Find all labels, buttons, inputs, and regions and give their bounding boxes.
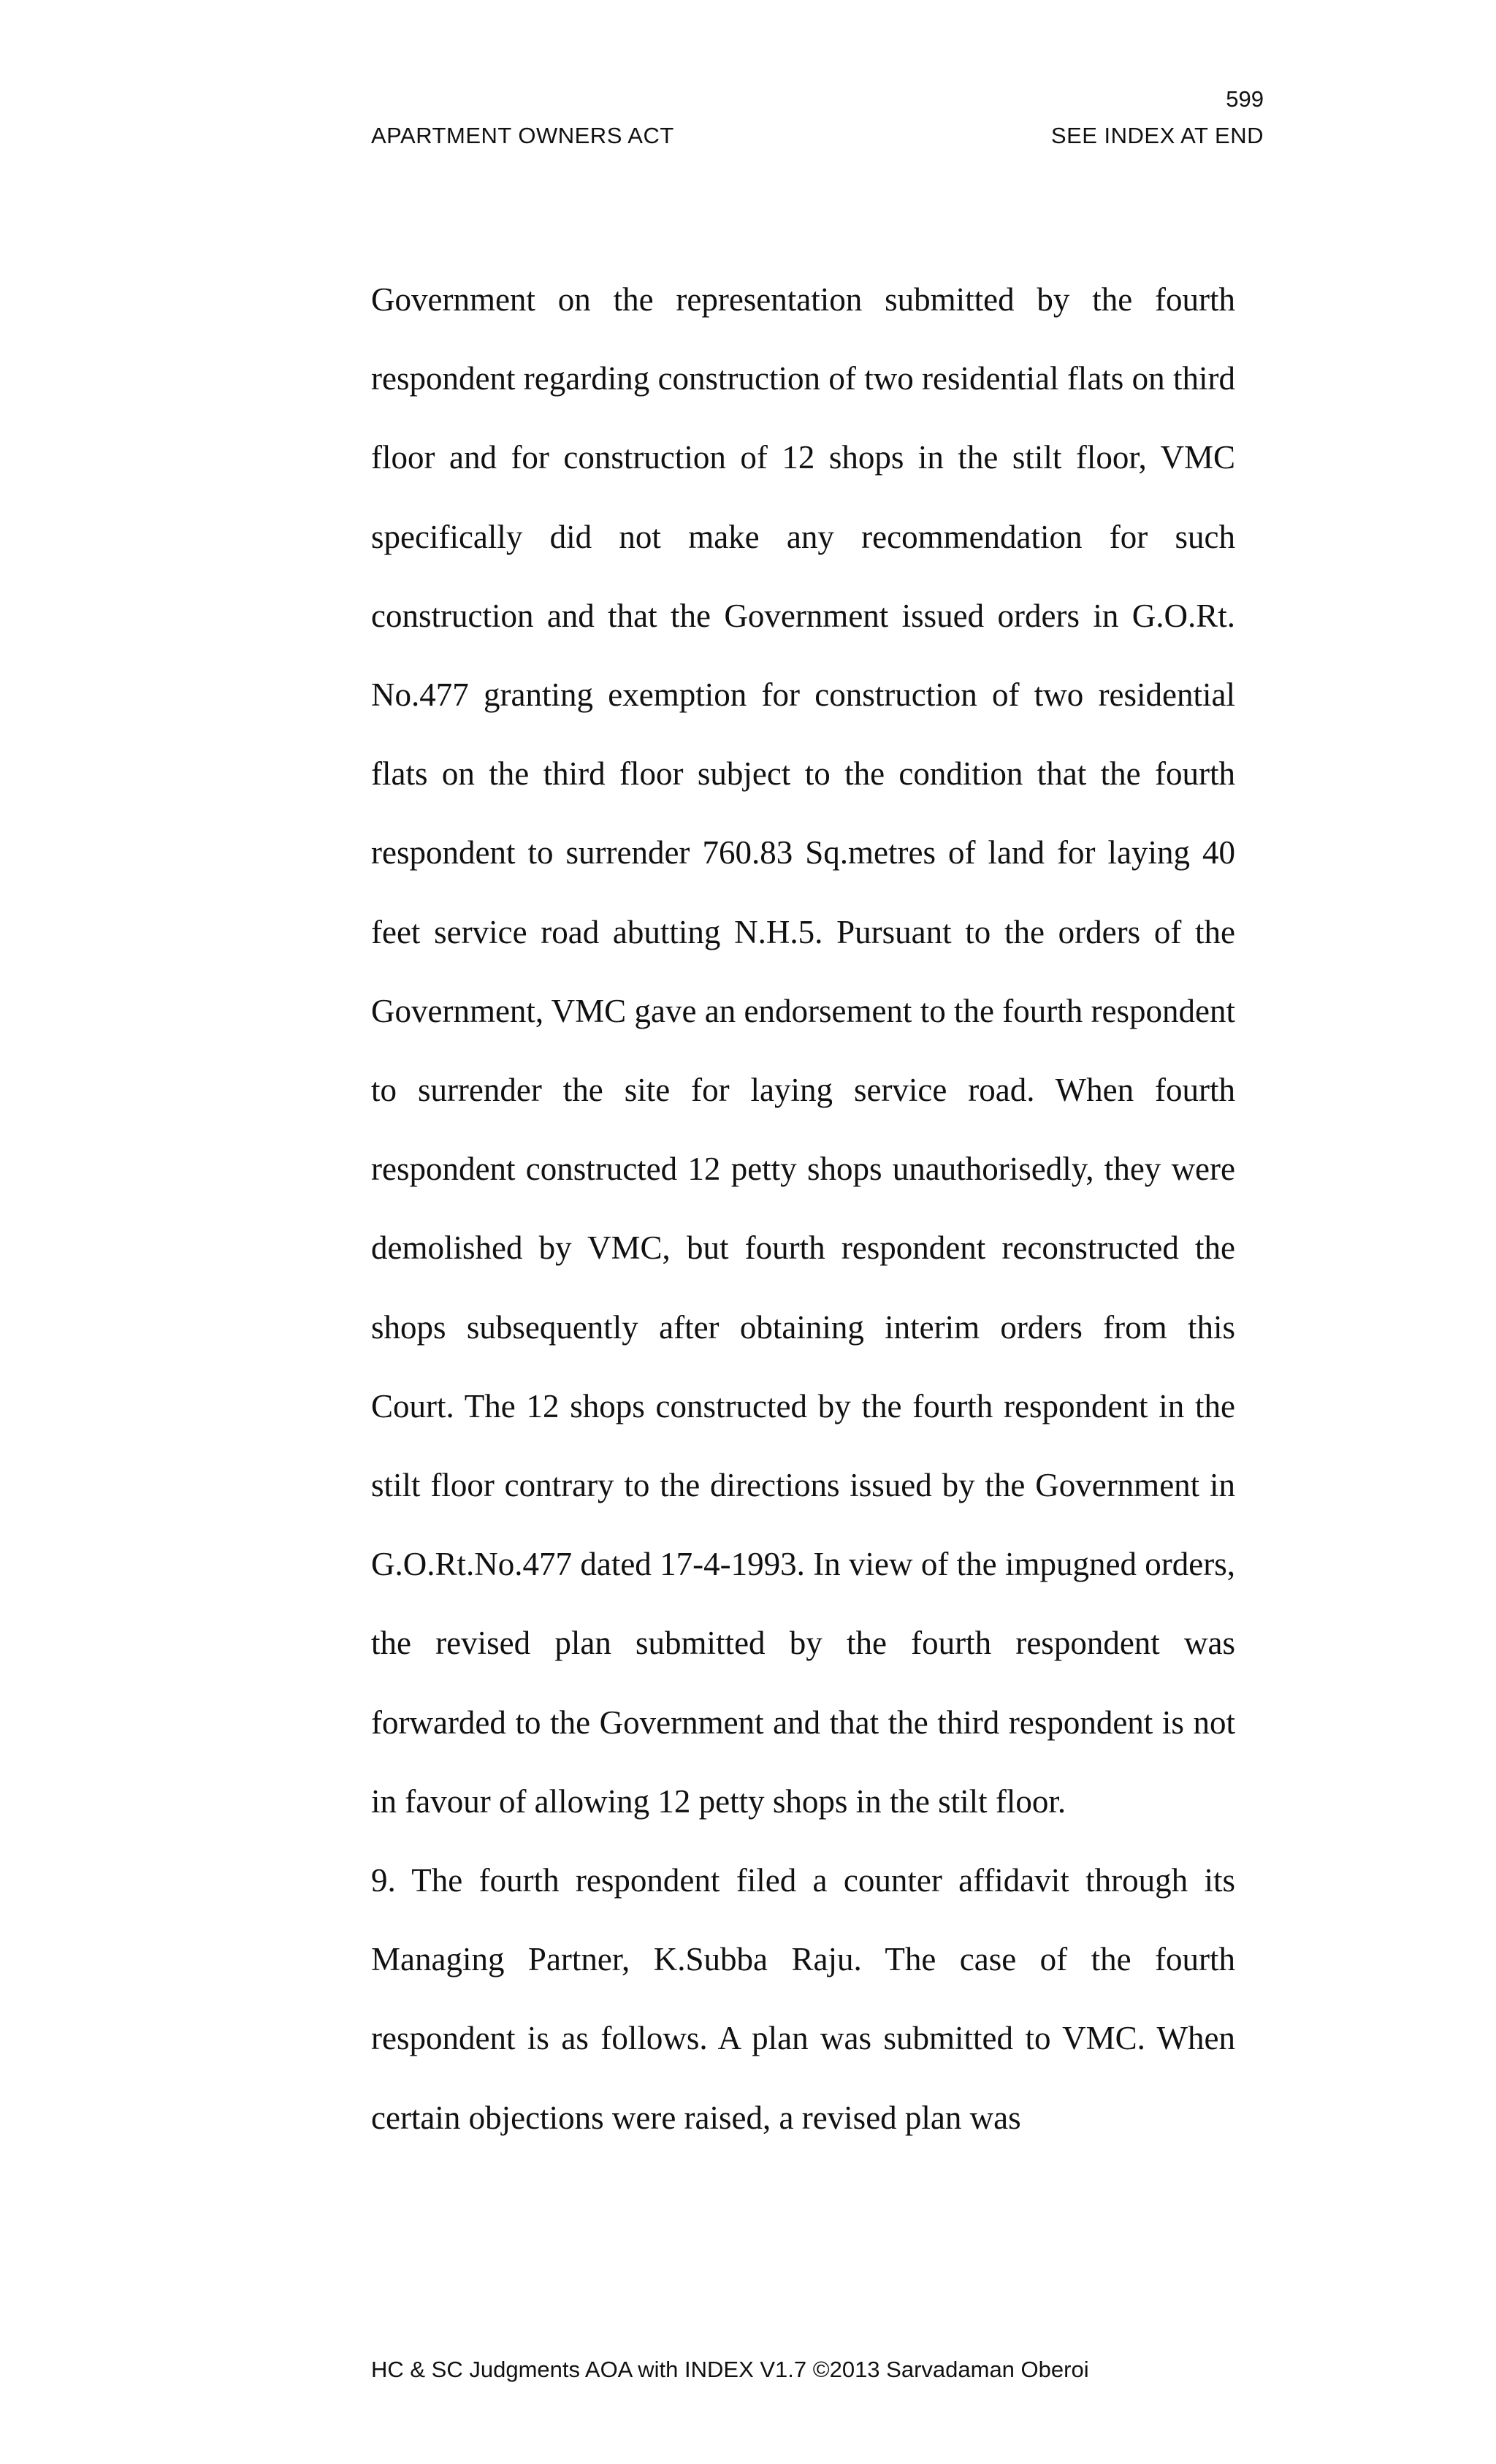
page-number: 599 <box>1226 86 1264 112</box>
header-index-note: SEE INDEX AT END <box>1050 123 1264 148</box>
paragraph-9-counter-affidavit: 9. The fourth respondent filed a counter affidavit through its Managing Partner, K.Subba Raju. The case of the fourth respondent is as follows. A plan was submitted to VMC. When certain objections were raised, a revised plan was <box>371 1862 1235 2136</box>
header-act-title: APARTMENT OWNERS ACT <box>371 123 674 148</box>
running-header <box>371 124 1264 147</box>
judgment-body <box>371 260 1235 2157</box>
paragraph-government-representation: Government on the representation submitted by the fourth respondent regarding construction of two residential flats on third floor and for construction of 12 shops in the stilt floor, VMC specifically did not make any recommendation for such construction and that the Government issued orders in G.O.Rt. No.477 granting exemption for construction of two residential flats on the third floor subject to the condition that the fourth respondent to surrender 760.83 Sq.metres of land for laying 40 feet service road abutting N.H.5. Pursuant to the orders of the Government, VMC gave an endorsement to the fourth respondent to surrender the site for laying service road. When fourth respondent constructed 12 petty shops unauthorisedly, they were demolished by VMC, but fourth respondent reconstructed the shops subsequently after obtaining interim orders from this Court. The 12 shops constructed by the fourth respondent in the stilt floor contrary to the directions issued by the Government in G.O.Rt.No.477 dated 17-4-1993. In view of the impugned orders, the revised plan submitted by the fourth respondent was forwarded to the Government and that the third respondent is not in favour of allowing 12 petty shops in the stilt floor. <box>371 281 1235 1820</box>
page-footer: HC & SC Judgments AOA with INDEX V1.7 ©2013 Sarvadaman Oberoi <box>371 2357 1089 2382</box>
